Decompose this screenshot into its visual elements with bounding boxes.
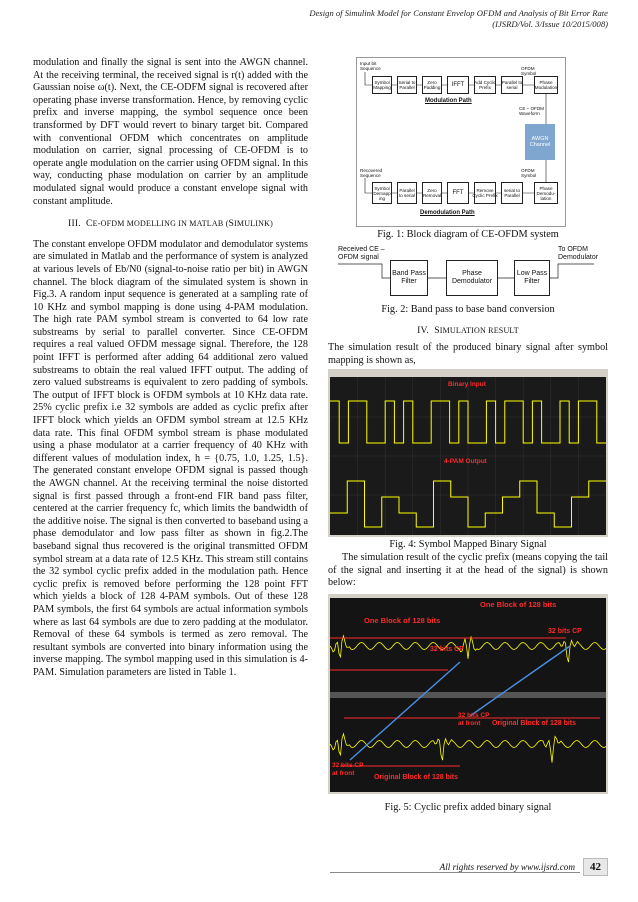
block-symbol-demapping: Symbol Demapp ing (372, 182, 392, 204)
block-phase-demodulation: Phase Demodu- lation (534, 182, 558, 204)
ce-waveform-label: CE – OFDM Waveform (519, 106, 545, 116)
label-one-block-left: One Block of 128 bits (364, 615, 441, 625)
block-zero-removal: Zero Removal (422, 182, 442, 204)
awgn-channel-block: AWGN Channel (525, 124, 555, 160)
ofdm-symbol-label-top: OFDM Symbol (521, 66, 537, 76)
label-cp-mid: 32 bits CP (430, 645, 464, 653)
demodulation-path-title: Demodulation Path (420, 210, 475, 216)
scope-display (330, 377, 606, 535)
paragraph-modelling: The constant envelope OFDM modulator and demodulator systems are simulated in Matlab and the performance of system is analyzed at various levels of Eb/N0 (signal-to-noise ratio per bit) in AWGN channel. The block diagram of the simulated system is shown in Fig.3. A random input sequence is generated at a sampling rate of 10 KHz and symbol mapping is done using 4-PAM modulation. The high rate PAM symbol stream is converted to 64 low rate substreams by serial to parallel converter. Since CE-OFDM requires a real valued OFDM message signal. Therefore, the 128 point IFFT is performed after adding 64 additional zero valued substreams to obtain the real valued IFFT output. The adding of zero valued substreams is equivalent to zero padding of symbols. The output of IFFT block is OFDM symbols at 10 KHz data rate. 25% cyclic prefix i.e 32 symbols are added as cyclic prefix after IFFT block which yields an OFDM symbol stream at 12.5 KHz data rate. This final OFDM symbol stream is phase modulated using a phase modulator at a carrier frequency of 40 KHz with different values of modulation index, h = {0.75, 1.0, 1.25, 1.5}. The generated constant envelope OFDM signal is passed though the AWGN channel. At the receiving terminal the noise distorted signal is first passed through a front-end FIR band pass filter, centered at the carrier frequency fc, which limits the bandwidth of the additive noise. The signal is then converted to baseband using a phase demodulator and low pass filter as shown in fig.2.The baseband signal thus recovered is the original transmitted OFDM symbol stream at a data rate of 12.5 KHz. This stream still contains the 32 symbol cyclic prefix added in the modulation path. Hence cyclic prefix is removed before performing the 128 point FFT which yields a block of 128 4-PAM symbols. Out of these 128 PAM symbols, the first 64 symbols are actual information symbols where as last 64 symbols are due to zero padding at the modulator. Removal of these 64 symbols is termed as zero removal. The resultant symbols are converted into binary information using the inverse mapping. The symbol mapping used in this simulation is 4-PAM. Simulation parameters are listed in Table 1. (33, 238, 308, 678)
block-add-cyclic-prefix: Add Cyclic Prefix (474, 76, 496, 94)
ofdm-symbol-label-bottom: OFDM Symbol (521, 168, 537, 178)
input-sequence-label: Input bit Sequence (360, 61, 381, 71)
modulation-path-title: Modulation Path (425, 98, 472, 104)
blue-arrow (350, 662, 460, 760)
label-original-left: Original Block of 128 bits (374, 773, 459, 781)
label-original-right: Original Block of 128 bits (492, 719, 577, 727)
to-ofdm-demodulator-label: To OFDM Demodulator (558, 246, 599, 261)
scope-traces (330, 377, 606, 535)
paragraph-intro: modulation and finally the signal is sent into the AWGN channel. At the receiving terminal, the received signal is r(t) added with the Gaussian noise ω(t). Next, the CE-ODFM signal is recovered after operating phase inverse transformation. Hence, by removing cyclic prefix and inverse mapping, the symbol sequence once been transformed by DFT would revert to binary target bit. Compared with conventional OFDM which concentrates on amplitude modulation on carrier, signal processing of CE-OFDM is to operate angle modulation on the carrier using OFDM signal. In this way, conducting phase modulation on carrier by an amplitude modulated signal would produce a constant envelope signal with constant amplitude. (33, 57, 308, 207)
binary-input-label: Binary Input (448, 381, 486, 389)
blue-arrow (470, 646, 570, 716)
figure-2-caption: Fig. 2: Band pass to base band conversion (381, 304, 555, 315)
cp-trace-2 (330, 734, 606, 763)
block-parallel-to-serial-rx: Parallel to serial (397, 182, 417, 204)
header-title: Design of Simulink Model for Constant Envelop OFDM and Analysis of Bit Error Rate (309, 8, 608, 18)
section-heading-3: III. CE-OFDM MODELLING IN MATLAB (SIMULINK) (68, 218, 273, 230)
running-header (309, 8, 608, 30)
figure-1-connectors (357, 58, 565, 226)
figure-1-caption: Fig. 1: Block diagram of CE-OFDM system (377, 229, 559, 240)
block-phase-modulation: Phase Modulation (534, 76, 558, 94)
header-volume: (IJSRD/Vol. 3/Issue 10/2015/008) (492, 19, 608, 29)
right-column (328, 57, 608, 815)
footer-rule (330, 872, 580, 873)
figure-5-caption: Fig. 5: Cyclic prefix added binary signal (384, 801, 552, 813)
figure-2-band-pass (336, 242, 598, 302)
block-band-pass-filter: Band Pass Filter (390, 260, 428, 296)
figure-4-caption: Fig. 4: Symbol Mapped Binary Signal (389, 539, 547, 551)
section-heading-4: IV. SIMULATION RESULT (417, 325, 519, 336)
paragraph-cyclic-prefix: The simulation result of the cyclic prefix (means copying the tail of the signal and inserting it at the head of the signal) is shown below: (328, 552, 608, 589)
block-symbol-mapping: Symbol Mapping (372, 76, 392, 94)
label-cp-front-mid: 32 bits CP at front (458, 711, 490, 727)
figure-1-block-diagram (356, 57, 566, 227)
footer-copyright: All rights reserved by www.ijsrd.com (439, 862, 575, 872)
block-serial-to-parallel: Serial to Parallel (397, 76, 417, 94)
label-cp-right: 32 bits CP (548, 627, 582, 635)
block-zero-padding: Zero Padding (422, 76, 442, 94)
figure-5-scope (328, 594, 608, 794)
received-ce-ofdm-label: Received CE – OFDM signal (338, 246, 385, 261)
block-ifft: IFFT (447, 76, 469, 94)
recovered-sequence-label: Recovered Sequence (360, 168, 383, 178)
label-cp-front-left: 32 bits CP at front (332, 761, 364, 777)
page-footer (440, 858, 608, 876)
figure-4-scope (328, 369, 608, 537)
block-low-pass-filter: Low Pass Filter (514, 260, 550, 296)
page-number: 42 (583, 858, 608, 876)
block-serial-to-parallel-rx: serial to Parallel (501, 182, 523, 204)
pam-output-label: 4-PAM Output (444, 458, 487, 466)
paragraph-result-intro: The simulation result of the produced binary signal after symbol mapping is shown as, (328, 342, 608, 366)
left-column (33, 57, 308, 686)
block-fft: FFT (447, 182, 469, 204)
binary-trace (330, 401, 606, 443)
block-remove-cyclic-prefix: Remove Cyclic Prefix (474, 182, 496, 204)
block-parallel-to-serial: Parallel to serial (501, 76, 523, 94)
figure-2-connectors (336, 242, 598, 302)
block-phase-demodulator: Phase Demodulator (446, 260, 498, 296)
label-one-block-top: One Block of 128 bits (480, 599, 557, 609)
